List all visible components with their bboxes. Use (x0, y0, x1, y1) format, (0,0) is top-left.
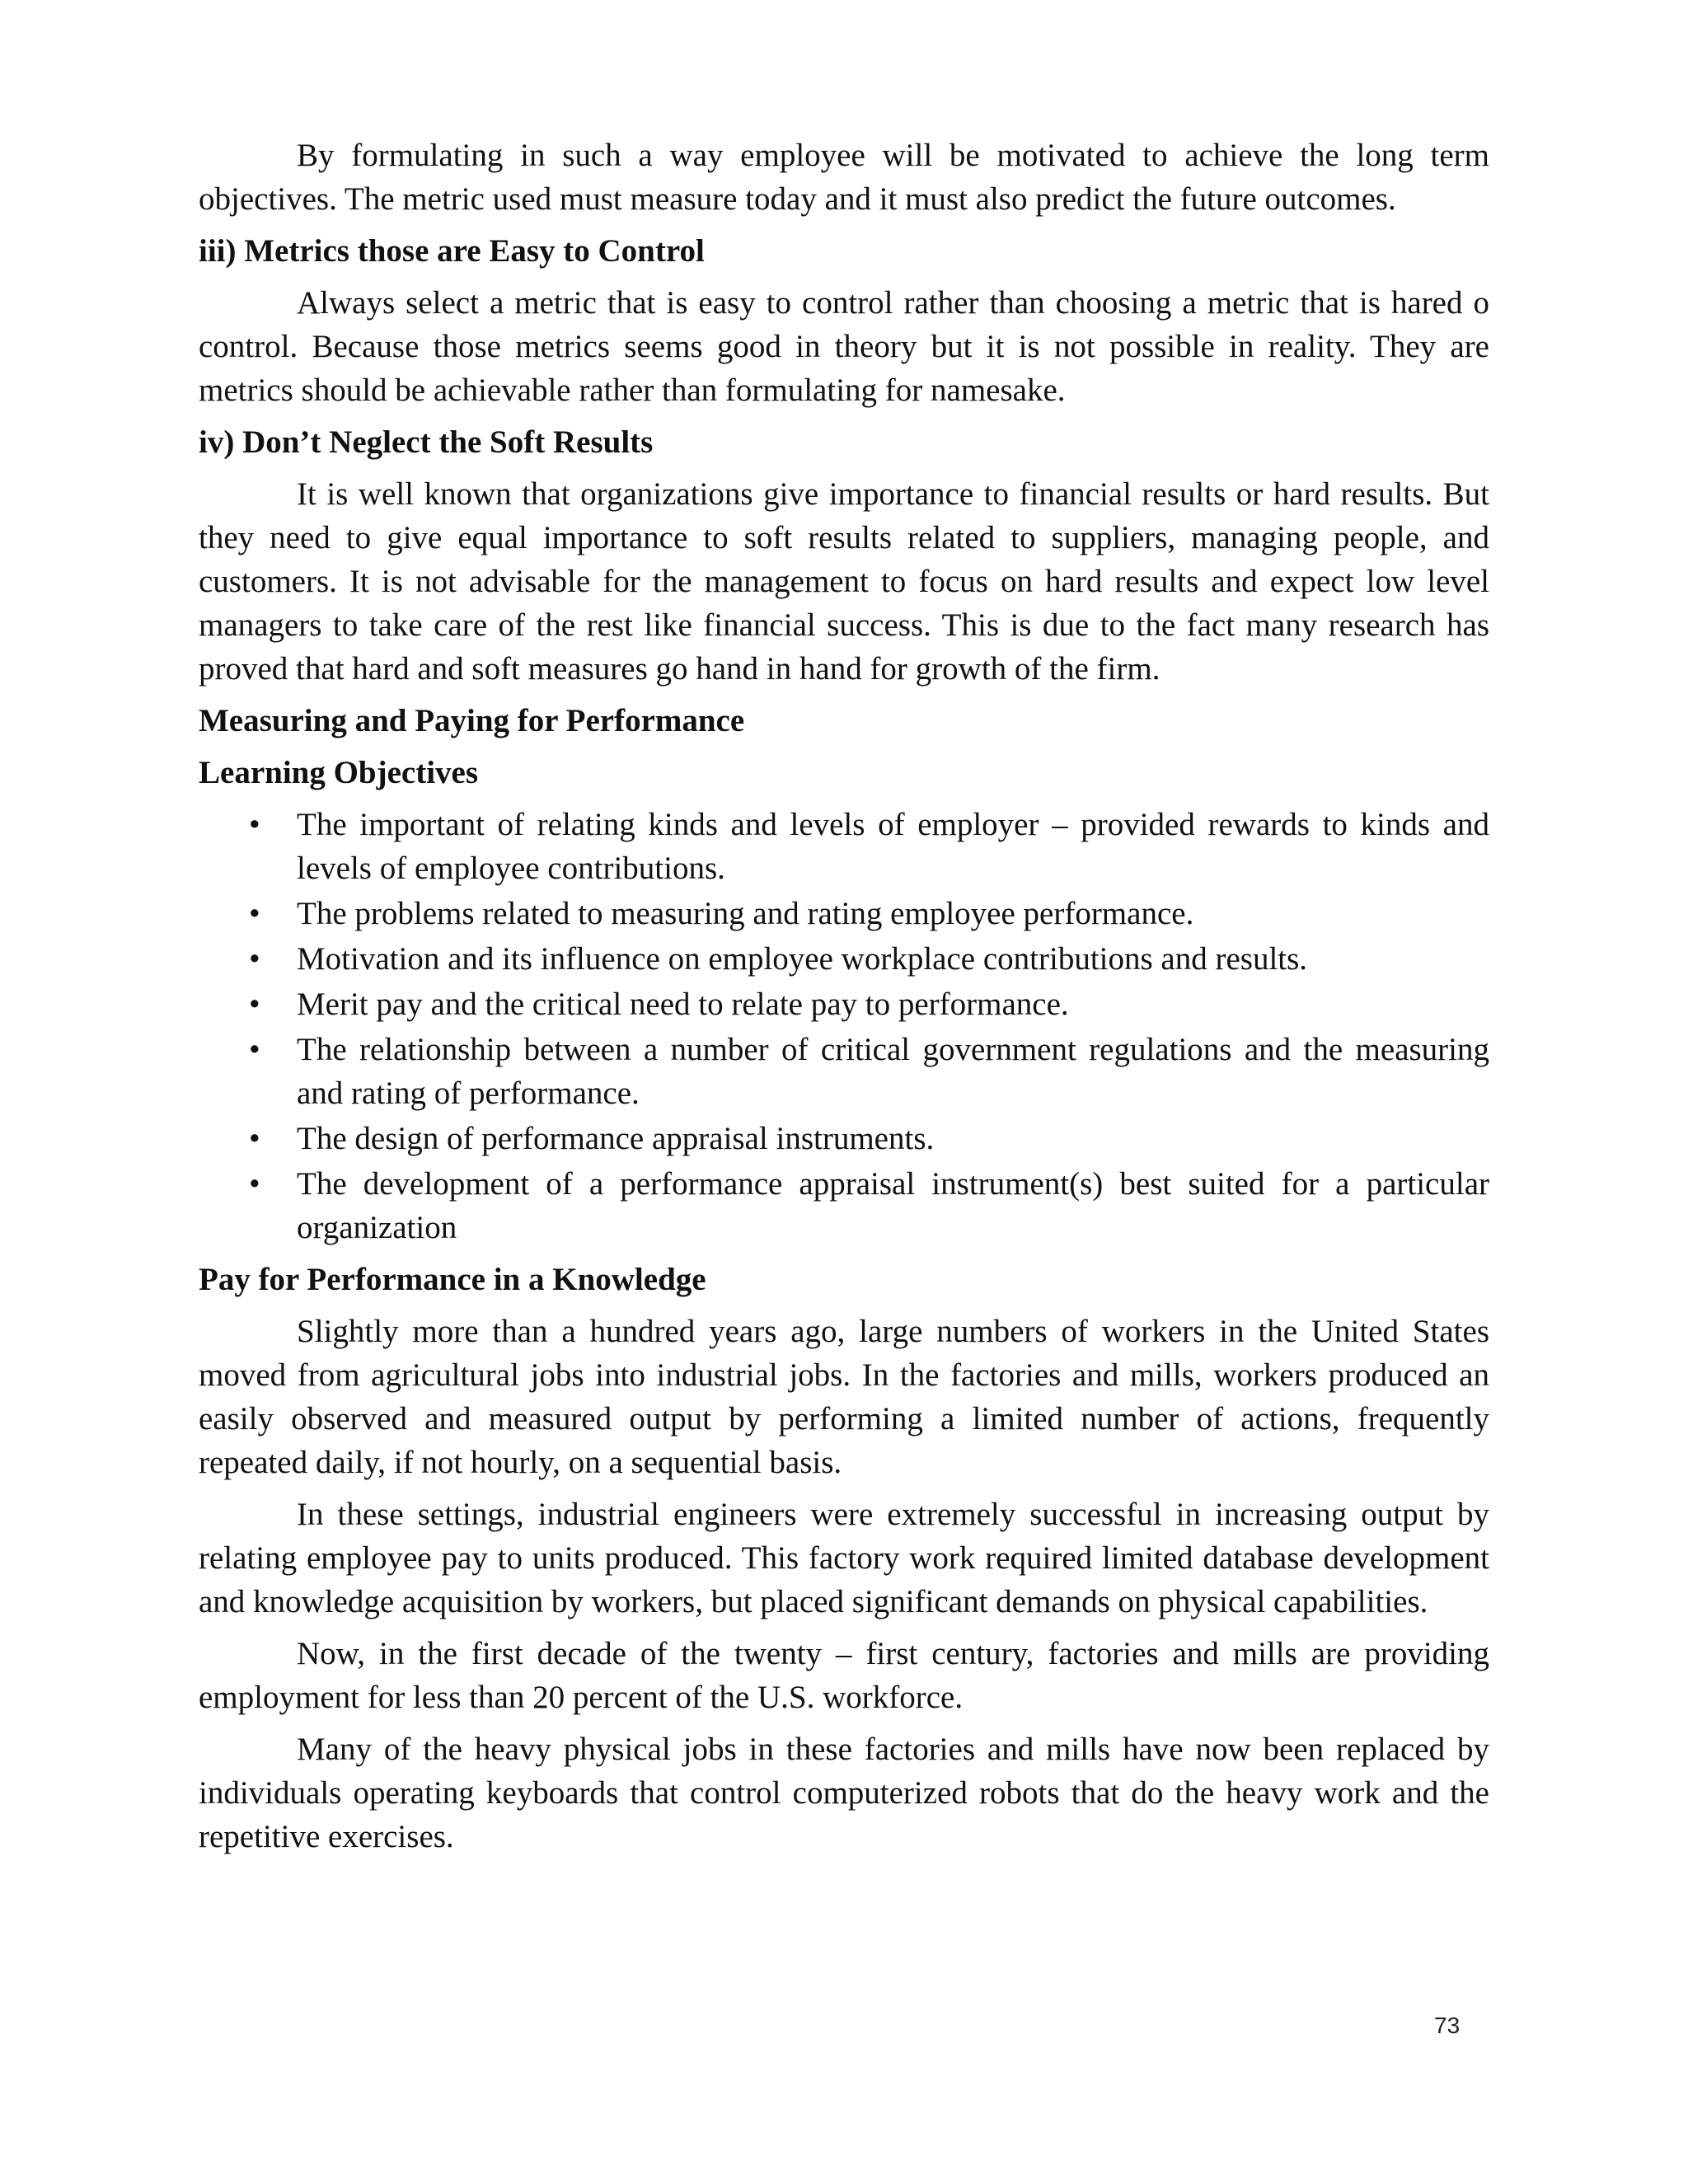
bullet-icon: • (249, 807, 260, 842)
bullet-icon: • (249, 1032, 260, 1067)
paragraph-easy-to-control: Always select a metric that is easy to control rather than choosing a metric that is hared o control. Because those metrics seems good in theory but it is not possible in reality. They are metrics should be achievable rather than formulating for namesake. (199, 285, 1489, 408)
paragraph-long-term-objectives: By formulating in such a way employee will be motivated to achieve the long term objectives. The metric used must measure today and it must also predict the future outcomes. (199, 138, 1489, 217)
list-item (199, 1117, 1489, 1160)
bullet-icon: • (249, 896, 260, 931)
list-item (199, 982, 1489, 1026)
list-item-text: The relationship between a number of critical government regulations and the measuring and rating of performance. (297, 1032, 1489, 1111)
bullet-icon: • (249, 941, 260, 977)
list-item-text: The design of performance appraisal instruments. (297, 1121, 935, 1156)
paragraph-industrial-engineers: In these settings, industrial engineers were extremely successful in increasing output by relating employee pay to units produced. This factory work required limited database development and knowledge acquisition by workers, but placed significant demands on physical capabilities. (199, 1497, 1489, 1619)
list-item (199, 1028, 1489, 1115)
list-item (199, 937, 1489, 981)
list-item-text: Merit pay and the critical need to relate pay to performance. (297, 987, 1069, 1022)
page-number: 73 (1434, 2013, 1461, 2038)
list-item (199, 1162, 1489, 1249)
paragraph-industrial-history: Slightly more than a hundred years ago, large numbers of workers in the United States moved from agricultural jobs into industrial jobs. In the factories and mills, workers produced an easily observed and measured output by performing a limited number of actions, frequently repeated daily, if not hourly, on a sequential basis. (199, 1314, 1489, 1480)
heading-soft-results: iv) Don’t Neglect the Soft Results (199, 424, 654, 460)
list-item-text: The important of relating kinds and levels of employer – provided rewards to kinds and levels of employee contributions. (297, 807, 1489, 886)
learning-objectives-list (199, 803, 1489, 1249)
list-item (199, 803, 1489, 890)
heading-easy-to-control: iii) Metrics those are Easy to Control (199, 233, 705, 269)
bullet-icon: • (249, 1121, 260, 1156)
heading-pay-for-performance: Pay for Performance in a Knowledge (199, 1262, 706, 1297)
list-item (199, 892, 1489, 935)
bullet-icon: • (249, 987, 260, 1022)
list-item-text: The problems related to measuring and rating employee performance. (297, 896, 1194, 931)
list-item-text: Motivation and its influence on employee workplace contributions and results. (297, 941, 1308, 977)
paragraph-soft-results: It is well known that organizations give importance to financial results or hard results. But they need to give equal importance to soft results related to suppliers, managing people, and customers. It is not advisable for the management to focus on hard results and expect low level managers to take care of the rest like financial success. This is due to the fact many research has proved that hard and soft measures go hand in hand for growth of the firm. (199, 476, 1489, 687)
page-content (199, 134, 1489, 1867)
list-item-text: The development of a performance appraisal instrument(s) best suited for a particular organization (297, 1166, 1489, 1245)
heading-learning-objectives: Learning Objectives (199, 755, 479, 790)
paragraph-twenty-first-century: Now, in the first decade of the twenty – first century, factories and mills are providing employment for less than 20 percent of the U.S. workforce. (199, 1636, 1489, 1715)
bullet-icon: • (249, 1166, 260, 1202)
heading-measuring-paying: Measuring and Paying for Performance (199, 703, 745, 738)
paragraph-robots: Many of the heavy physical jobs in these factories and mills have now been replaced by individuals operating keyboards that control computerized robots that do the heavy work and the repetitive exercises. (199, 1732, 1489, 1854)
